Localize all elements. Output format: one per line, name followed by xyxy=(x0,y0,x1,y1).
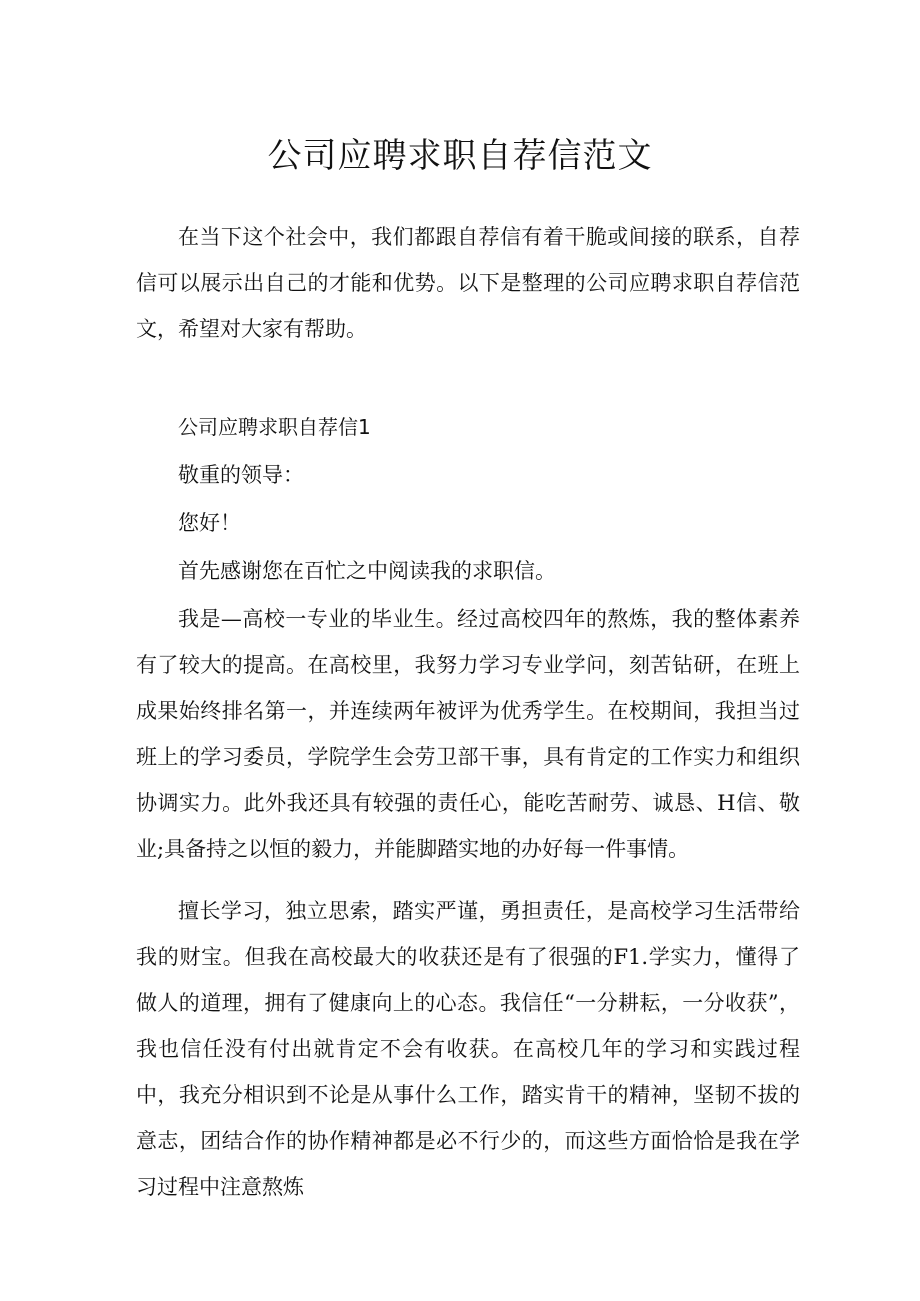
document-title: 公司应聘求职自荐信范文 xyxy=(267,136,653,176)
greeting: 您好！ xyxy=(178,511,241,535)
self-introduction-paragraph: 我是—高校一专业的毕业生。经过高校四年的熬炼，我的整体素养有了较大的提高。在高校里，我努力学习专业学问，刻苦钻研，在班上成果始终排名第一，并连续两年被评为优秀学生。在校期间，我担当过班上的学习委员，学院学生会劳卫部干事，具有肯定的工作实力和组织协调实力。此外我还具有较强的责任心，能吃苦耐劳、诚恳、H信、敬业;具备持之以恒的毅力，并能脚踏实地的办好每一件事情。 xyxy=(136,607,800,861)
strengths-paragraph: 擅长学习，独立思索，踏实严谨，勇担责任，是高校学习生活带给我的财宝。但我在高校最大的收获还是有了很强的F1.学实力，懂得了做人的道理，拥有了健康向上的心态。我信任“一分耕耘，一分收获”，我也信任没有付出就肯定不会有收获。在高校几年的学习和实践过程中，我充分相识到不论是从事什么工作，踏实肯干的精神，坚韧不拔的意志，团结合作的协作精神都是必不行少的，而这些方面恰恰是我在学习过程中注意熬炼 xyxy=(136,899,800,1199)
thanks-paragraph: 首先感谢您在百忙之中阅读我的求职信。 xyxy=(178,559,556,583)
salutation: 敬重的领导： xyxy=(178,463,304,487)
intro-paragraph: 在当下这个社会中，我们都跟自荐信有着干脆或间接的联系，自荐信可以展示出自己的才能和优势。以下是整理的公司应聘求职自荐信范文，希望对大家有帮助。 xyxy=(136,225,800,341)
section-heading: 公司应聘求职自荐信1 xyxy=(178,415,371,439)
